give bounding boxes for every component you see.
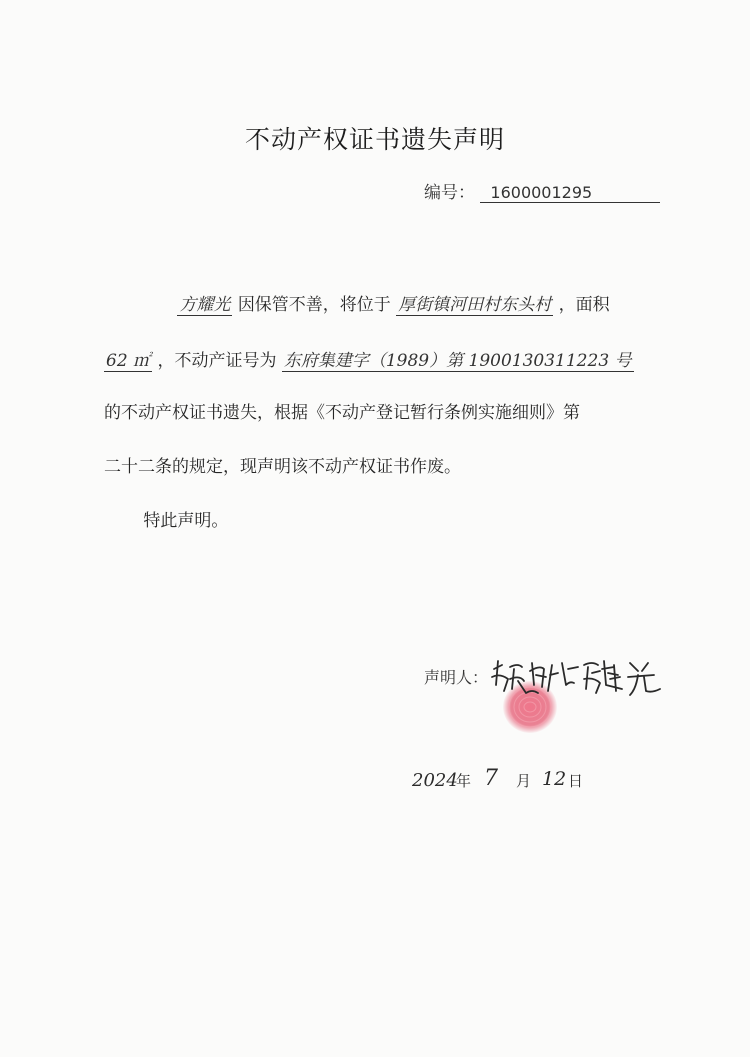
- body-line-4: 二十二条的规定，现声明该不动产权证书作废。: [104, 457, 461, 477]
- body-line-3: 的不动产权证书遗失，根据《不动产登记暂行条例实施细则》第: [104, 403, 580, 423]
- date-day: 12: [542, 768, 567, 790]
- declarant-row: [424, 665, 488, 688]
- declarant-label: 声明人：: [424, 668, 489, 687]
- date-month-unit: 月: [516, 772, 532, 790]
- property-location: 厚街镇河田村东头村: [398, 295, 552, 315]
- certificate-number-row: [424, 178, 660, 203]
- body-line-2: [104, 349, 674, 373]
- document-title: 不动产权证书遗失声明: [244, 125, 505, 154]
- date-year-unit: 年: [456, 772, 472, 790]
- owner-name: 方耀光: [179, 295, 231, 315]
- certificate-id: 东府集建字（1989）第 1900130311223 号: [283, 351, 632, 371]
- body-text-1: 因保管不善，将位于: [237, 295, 391, 315]
- date-day-unit: 日: [568, 772, 584, 790]
- closing-text: 特此声明。: [143, 511, 229, 531]
- number-value: 1600001295: [480, 183, 660, 203]
- handwritten-signature: [488, 655, 678, 705]
- date-month: 7: [484, 766, 498, 791]
- body-text-3: ，不动产证号为: [157, 351, 277, 371]
- number-label: 编号：: [424, 183, 475, 203]
- property-area: 62 ㎡: [106, 351, 151, 371]
- body-line-1: [104, 293, 674, 317]
- date-row: [412, 766, 612, 802]
- closing-line: [104, 509, 674, 533]
- body-text-2: ，面积: [558, 295, 610, 315]
- date-year: 2024: [412, 770, 458, 791]
